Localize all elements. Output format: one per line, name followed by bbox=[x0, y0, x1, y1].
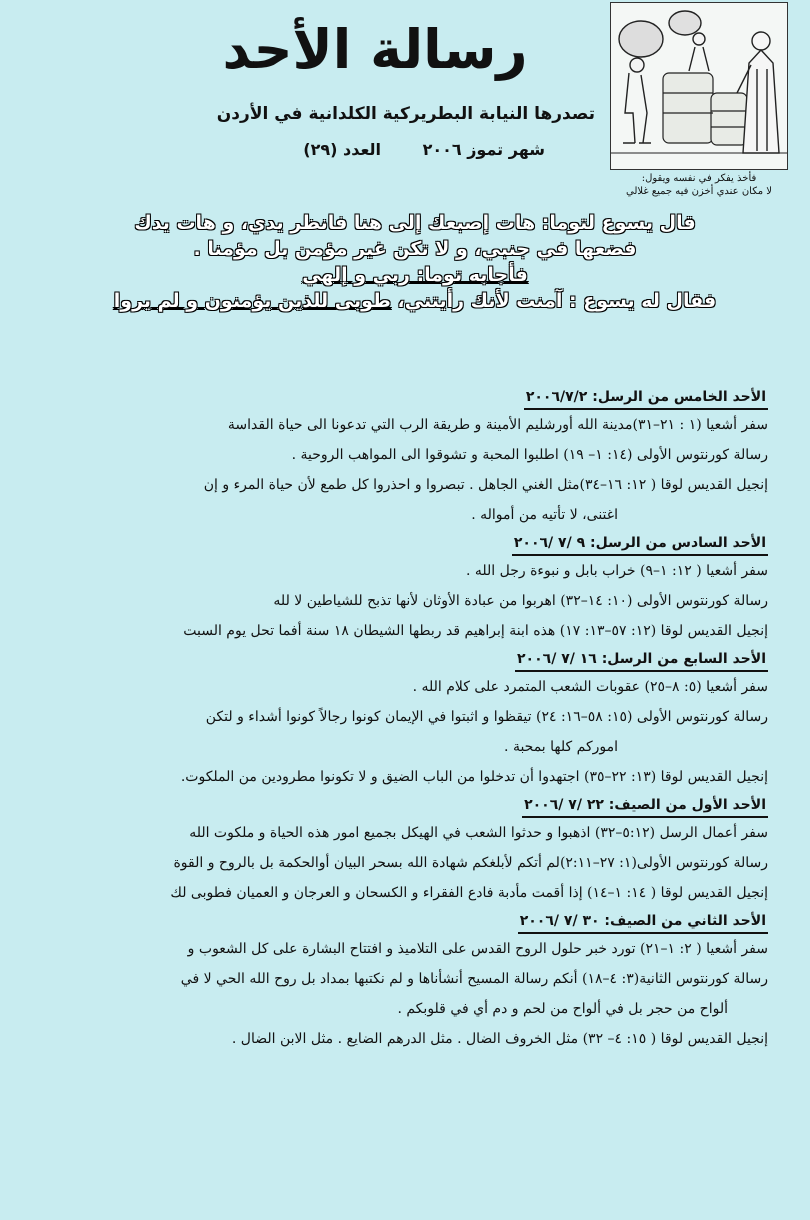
section-heading: الأحد السادس من الرسل: ٩ /٧ /٢٠٠٦ bbox=[512, 532, 768, 556]
reading-line: رسالة كورنتوس الأولى (١٠: ١٤–٣٢) اهربوا من عبادة الأوثان لأنها تذبح للشياطين لا لله bbox=[273, 593, 768, 609]
reading-line: سفر أشعيا ( ٢: ١–٢١) تورد خبر حلول الروح القدس على التلاميذ و افتتاح البشارة على كل الشعوب و bbox=[187, 941, 768, 957]
reading-line: إنجيل القديس لوقا ( ١٤: ١–١٤) إذا أقمت مأدبة فادع الفقراء و الكسحان و العرجان و العميان فطوبى لك bbox=[170, 885, 768, 901]
reading-line: رسالة كورنتوس الأولى (١٤: ١– ١٩) اطلبوا المحبة و تشوقوا الى المواهب الروحية . bbox=[291, 447, 768, 463]
quote-line-4 bbox=[60, 288, 770, 314]
masthead bbox=[140, 10, 610, 159]
page-title: رسالة الأحد bbox=[222, 18, 528, 81]
reading-line: ألواح من حجر بل في ألواح من لحم و دم أي في قلوبكم . bbox=[397, 1001, 728, 1017]
section-heading: الأحد السابع من الرسل: ١٦ /٧ /٢٠٠٦ bbox=[515, 648, 768, 672]
section-sunday-2-summer bbox=[40, 908, 768, 1054]
caption-line-1: فأخذ يفكر في نفسه ويقول: bbox=[641, 173, 757, 184]
reading-line: رسالة كورنتوس الأولى(١: ٢٧–٢:١١)لم أتكم لأبلغكم شهادة الله بسحر البيان أوالحكمة بل بالروح و القوة bbox=[173, 855, 768, 871]
reading-line: إنجيل القديس لوقا (١٢: ٥٧–١٣: ١٧) هذه ابنة إبراهيم قد ربطها الشيطان ١٨ سنة أفما تحل يوم السبت bbox=[183, 623, 768, 639]
gospel-quote bbox=[60, 210, 770, 314]
reading-line: اغتنى، لا تأتيه من أمواله . bbox=[471, 507, 618, 523]
reading-line: امورکم كلها بمحبة . bbox=[504, 739, 618, 755]
parable-illustration bbox=[610, 2, 788, 202]
quote-line-4-b: طوبى للذين يؤمنون و لم يروا bbox=[113, 290, 391, 312]
reading-line: سفر أعمال الرسل (٥:١٢–٣٢) اذهبوا و حدثوا الشعب في الهيكل بجميع امور هذه الحياة و ملكوت الله bbox=[189, 825, 768, 841]
section-heading: الأحد الخامس من الرسل: ٢٠٠٦/٧/٢ bbox=[524, 386, 768, 410]
figures-with-sacks-icon bbox=[611, 3, 787, 169]
quote-line-2: فضعها في جنبي، و لا تكن غير مؤمن بل مؤمنا . bbox=[193, 238, 637, 260]
sunday-readings bbox=[40, 384, 768, 1054]
section-sunday-5-apostles bbox=[40, 384, 768, 530]
section-sunday-1-summer bbox=[40, 792, 768, 908]
reading-line: إنجيل القديس لوقا ( ١٢: ١٦–٣٤)مثل الغني الجاهل . تبصروا و احذروا كل طمع لأن حياة المرء و إن bbox=[203, 477, 768, 493]
reading-line: إنجيل القديس لوقا ( ١٥: ٤– ٣٢) مثل الخروف الضال . مثل الدرهم الضايع . مثل الابن الضال . bbox=[231, 1031, 768, 1047]
section-heading: الأحد الأول من الصيف: ٢٢ /٧ /٢٠٠٦ bbox=[522, 794, 768, 818]
rich-fool-drawing bbox=[610, 2, 788, 170]
publisher-line: تصدرها النيابة البطريركية الكلدانية في الأردن bbox=[216, 104, 595, 124]
quote-line-4-a: فقال له يسوع : آمنت لأنك رأيتني، bbox=[397, 290, 717, 312]
quote-line-1: قال يسوع لتوما: هات إصبعك إلى هنا فانظر يدي، و هات يدك bbox=[134, 212, 696, 234]
quote-line-3: فأجابه توما: ربي و إلهي bbox=[302, 264, 528, 286]
issue-number: العدد (٢٩) bbox=[303, 140, 381, 159]
reading-line: رسالة كورنتوس الثانية(٣: ٤–١٨) أنكم رسالة المسيح أنشأناها و لم نكتبها بمداد بل روح الله الحي لا في bbox=[180, 971, 768, 987]
reading-line: سفر أشعيا (١ : ٢١–٣١)مدينة الله أورشليم الأمينة و طريقة الرب التي تدعونا الى حياة القداسة bbox=[227, 417, 768, 433]
caption-line-2: لا مكان عندي أخزن فيه جميع غلالي bbox=[626, 186, 772, 197]
illustration-caption bbox=[610, 172, 788, 198]
section-sunday-7-apostles bbox=[40, 646, 768, 792]
reading-line: سفر أشعيا (٥: ٨–٢٥) عقوبات الشعب المتمرد على كلام الله . bbox=[412, 679, 768, 695]
section-sunday-6-apostles bbox=[40, 530, 768, 646]
issue-info bbox=[140, 140, 610, 159]
issue-month: شهر تموز ٢٠٠٦ bbox=[422, 140, 545, 159]
reading-line: إنجيل القديس لوقا (١٣: ٢٢–٣٥) اجتهدوا أن تدخلوا من الباب الضيق و لا تكونوا مطرودين من الملكوت. bbox=[180, 769, 768, 785]
reading-line: سفر أشعيا ( ١٢: ١–٩) خراب بابل و نبوءة رجل الله . bbox=[465, 563, 768, 579]
reading-line: رسالة كورنتوس الأولى (١٥: ٥٨–١٦: ٢٤) تيقظوا و اثبتوا في الإيمان كونوا رجالاً كونوا أشداء و لتكن bbox=[205, 709, 768, 725]
section-heading: الأحد الثاني من الصيف: ٣٠ /٧ /٢٠٠٦ bbox=[518, 910, 768, 934]
